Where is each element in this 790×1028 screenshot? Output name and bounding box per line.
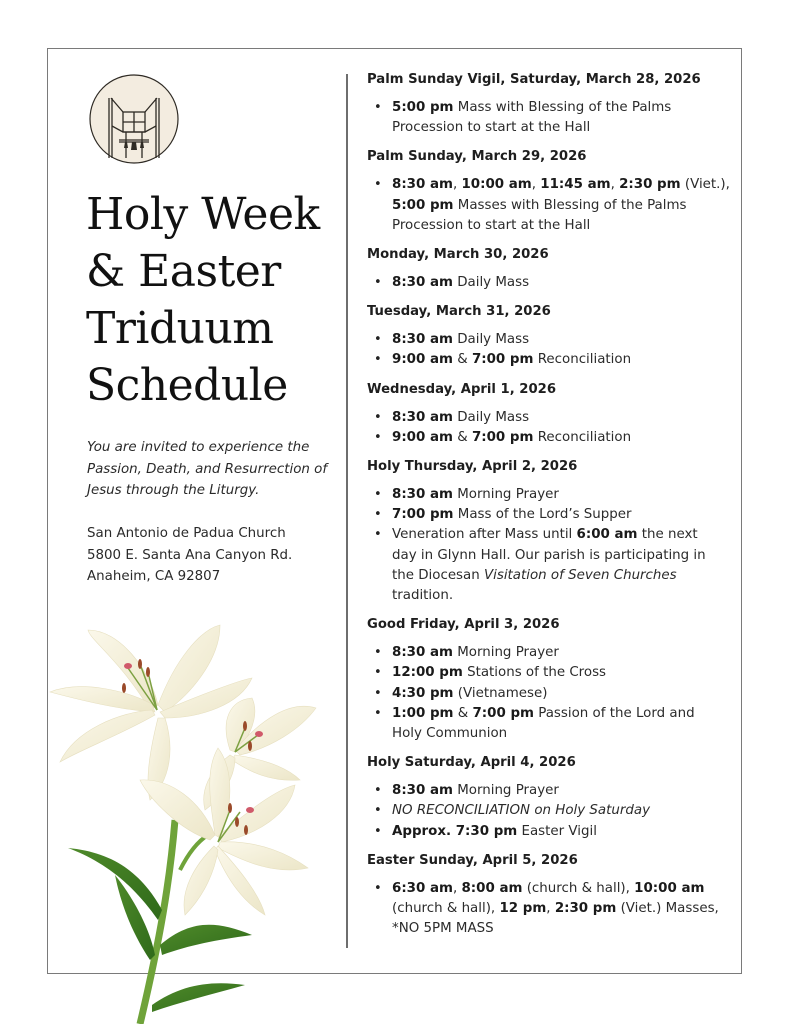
event-text: ,: [531, 177, 541, 193]
event-time: 8:30 am: [392, 645, 453, 661]
event-text: Easter Vigil: [517, 823, 597, 839]
event-list: [367, 273, 737, 293]
event-text: Passion of the Lord and: [534, 705, 695, 721]
event-time: 6:30 am: [392, 880, 453, 896]
event-line: [392, 350, 737, 370]
event-time: 7:00 pm: [392, 507, 454, 523]
event-text: Daily Mass: [452, 275, 530, 291]
event-text: Procession to start at the Hall: [392, 217, 591, 233]
event-list: [367, 781, 737, 842]
church-address: [87, 523, 337, 588]
event-text: (church & hall),: [522, 880, 635, 896]
event-time: 9:00 am: [392, 429, 453, 445]
event-text: *NO 5PM MASS: [392, 921, 494, 937]
event-line: [392, 98, 737, 118]
event-item: [367, 822, 737, 842]
event-text: Daily Mass: [452, 409, 530, 425]
event-line: [392, 196, 737, 216]
event-line: [392, 724, 737, 744]
event-text: Holy Communion: [392, 726, 508, 742]
event-time: 12:00 pm: [392, 665, 463, 681]
event-text: (Viet.) Masses,: [616, 901, 719, 917]
event-text: tradition.: [392, 588, 454, 604]
event-item: [367, 273, 737, 293]
event-text: (Vietnamese): [453, 685, 548, 701]
event-time: 8:30 am: [392, 332, 453, 348]
event-line: [392, 586, 737, 606]
event-time: Approx. 7:30 pm: [392, 823, 518, 839]
event-line: [392, 663, 737, 683]
event-time: 9:00 am: [392, 352, 453, 368]
event-line: [392, 822, 737, 842]
schedule-day: [367, 457, 737, 606]
schedule-day: [367, 615, 737, 744]
day-heading: Easter Sunday, April 5, 2026: [367, 852, 578, 868]
event-item: [367, 98, 737, 138]
event-text: Veneration after Mass until: [392, 527, 577, 543]
event-text: Reconciliation: [533, 429, 632, 445]
event-list: [367, 98, 737, 138]
church-name: San Antonio de Padua Church: [87, 526, 286, 541]
day-heading: Palm Sunday Vigil, Saturday, March 28, 2026: [367, 72, 701, 87]
event-item: [367, 704, 737, 744]
event-text: Stations of the Cross: [462, 665, 607, 681]
event-item: [367, 525, 737, 606]
event-line: [392, 505, 737, 525]
street-address: 5800 E. Santa Ana Canyon Rd.: [87, 547, 293, 563]
event-text: Masses with Blessing of the Palms: [453, 197, 687, 213]
event-text: (Viet.),: [680, 177, 730, 193]
event-text: the next: [637, 527, 698, 543]
event-emphasis: NO RECONCILIATION on Holy Saturday: [392, 803, 650, 819]
event-item: [367, 684, 737, 704]
event-time: 5:00 pm: [392, 197, 454, 213]
event-line: [392, 330, 737, 350]
event-text: ,: [452, 880, 462, 896]
event-time: 5:00 pm: [392, 100, 454, 115]
city-state-zip: Anaheim, CA 92807: [87, 569, 221, 584]
event-time: 2:30 pm: [554, 901, 617, 917]
event-time: 8:30 am: [392, 409, 453, 425]
event-item: [367, 505, 737, 525]
event-line: [392, 408, 737, 428]
title-line: Triduum: [86, 303, 274, 354]
event-time: 10:00 am: [461, 177, 532, 193]
day-heading: Wednesday, April 1, 2026: [367, 381, 557, 397]
event-text: Mass of the Lord’s Supper: [453, 507, 632, 523]
event-line: [392, 879, 737, 899]
event-list: [367, 175, 737, 236]
event-text: day in Glynn Hall. Our parish is participating in: [392, 547, 706, 563]
schedule-day: [367, 851, 737, 940]
event-item: [367, 175, 737, 236]
event-text: Procession to start at the Hall: [392, 120, 591, 136]
invite-line: Passion, Death, and Resurrection of: [87, 461, 328, 477]
day-heading: Good Friday, April 3, 2026: [367, 617, 560, 633]
event-text: (church & hall),: [392, 901, 500, 917]
invite-line: You are invited to experience the: [87, 440, 310, 455]
invitation-text: [87, 437, 337, 502]
event-list: [367, 485, 737, 606]
title-line: Schedule: [86, 360, 288, 411]
church-bells-icon: [89, 74, 179, 164]
event-time: 7:00 pm: [471, 429, 534, 445]
event-list: [367, 643, 737, 744]
event-item: [367, 330, 737, 350]
event-time: 1:00 pm: [392, 705, 454, 721]
event-line: [392, 899, 737, 919]
event-list: [367, 408, 737, 448]
event-time: 8:30 am: [392, 275, 453, 291]
event-text: ,: [546, 901, 555, 917]
event-list: [367, 330, 737, 370]
event-text: Reconciliation: [533, 352, 632, 368]
event-line: [392, 546, 737, 566]
event-item: [367, 350, 737, 370]
event-item: [367, 663, 737, 683]
event-line: [392, 525, 737, 545]
event-line: [392, 566, 737, 586]
event-time: 8:30 am: [392, 783, 453, 799]
event-time: 7:00 pm: [471, 352, 534, 368]
event-time: 2:30 pm: [619, 177, 681, 193]
event-line: [392, 919, 737, 939]
event-text: Morning Prayer: [452, 487, 559, 503]
event-text: &: [453, 705, 473, 721]
event-time: 10:00 am: [634, 880, 705, 896]
event-text: Morning Prayer: [452, 645, 559, 661]
event-item: [367, 643, 737, 663]
event-line: [392, 684, 737, 704]
event-text: ,: [452, 177, 462, 193]
event-item: [367, 428, 737, 448]
schedule-day: [367, 70, 737, 138]
event-emphasis: Visitation of Seven Churches: [483, 567, 677, 583]
title-line: & Easter: [86, 246, 281, 297]
event-line: [392, 118, 737, 138]
event-item: [367, 801, 737, 821]
invite-line: Jesus through the Liturgy.: [87, 483, 260, 498]
event-time: 11:45 am: [540, 177, 611, 193]
event-item: [367, 879, 737, 940]
white-lily-illustration: [40, 600, 340, 1024]
event-line: [392, 485, 737, 505]
event-time: 8:30 am: [392, 487, 453, 503]
schedule-list: [367, 70, 737, 948]
page-title: [86, 186, 320, 414]
event-text: Daily Mass: [452, 332, 530, 348]
event-line: [392, 704, 737, 724]
day-heading: Holy Saturday, April 4, 2026: [367, 755, 576, 771]
schedule-day: [367, 302, 737, 370]
event-time: 8:00 am: [461, 880, 523, 896]
title-line: Holy Week: [86, 189, 320, 240]
event-item: [367, 408, 737, 428]
event-time: 7:00 pm: [472, 705, 534, 721]
event-item: [367, 485, 737, 505]
day-heading: Monday, March 30, 2026: [367, 247, 549, 263]
schedule-day: [367, 245, 737, 293]
event-text: Morning Prayer: [452, 783, 559, 799]
schedule-day: [367, 147, 737, 236]
event-text: the Diocesan: [392, 567, 484, 583]
event-line: [392, 216, 737, 236]
event-line: [392, 273, 737, 293]
event-line: [392, 428, 737, 448]
event-text: ,: [610, 177, 620, 193]
event-time: 6:00 am: [576, 527, 638, 543]
schedule-day: [367, 380, 737, 448]
event-text: &: [452, 352, 472, 368]
event-list: [367, 879, 737, 940]
event-line: [392, 781, 737, 801]
schedule-day: [367, 753, 737, 842]
column-divider: [346, 74, 348, 948]
event-item: [367, 781, 737, 801]
event-time: 8:30 am: [392, 177, 453, 193]
event-text: Mass with Blessing of the Palms: [453, 100, 672, 115]
day-heading: Palm Sunday, March 29, 2026: [367, 149, 587, 165]
event-line: [392, 643, 737, 663]
event-text: &: [452, 429, 472, 445]
event-time: 4:30 pm: [392, 685, 454, 701]
event-line: [392, 175, 737, 195]
event-time: 12 pm: [499, 901, 547, 917]
day-heading: Holy Thursday, April 2, 2026: [367, 459, 578, 475]
day-heading: Tuesday, March 31, 2026: [367, 304, 551, 320]
event-line: [392, 801, 737, 821]
